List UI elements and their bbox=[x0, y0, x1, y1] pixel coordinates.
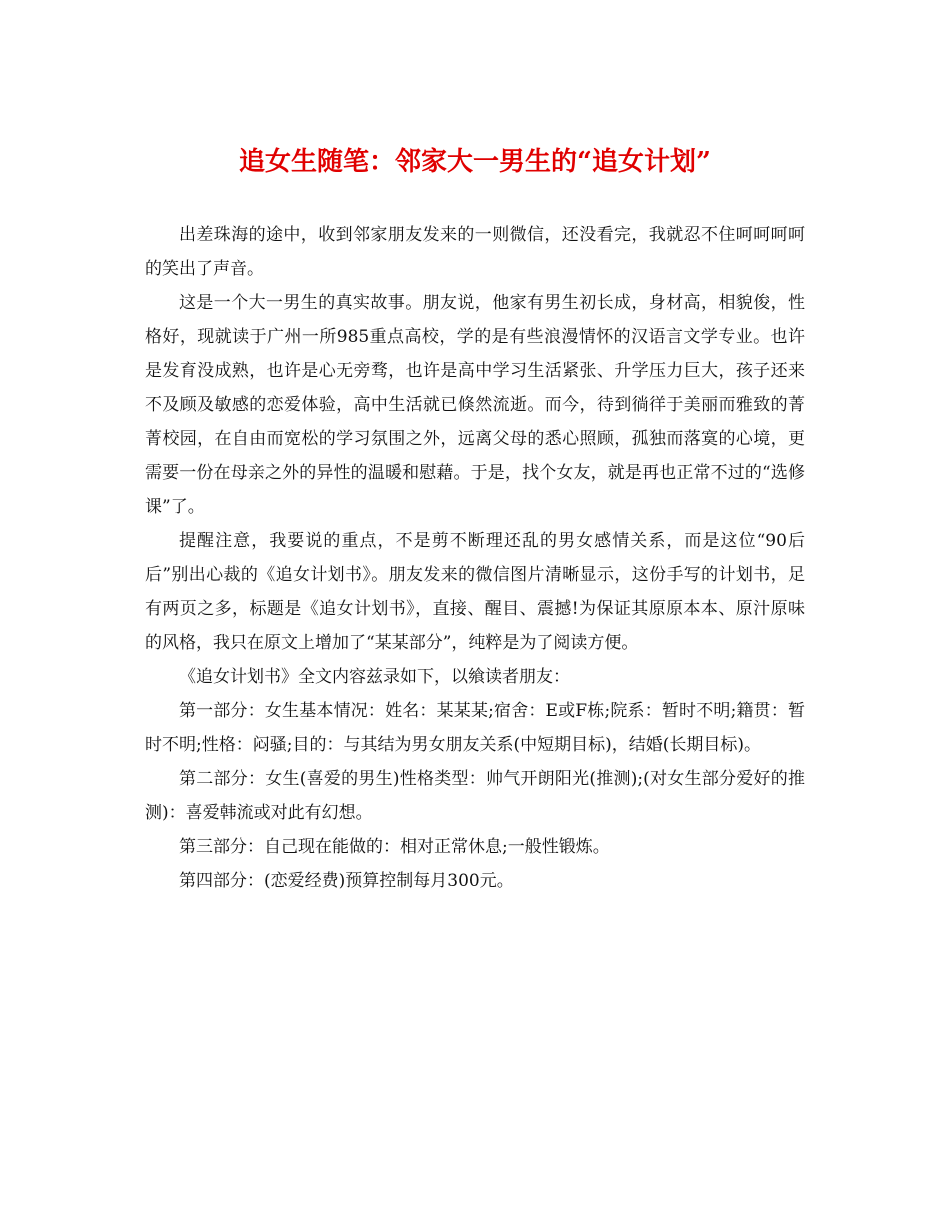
paragraph-4: 《追女计划书》全文内容兹录如下，以飨读者朋友： bbox=[179, 667, 570, 687]
document-title: 追女生随笔：邻家大一男生的“追女计划” bbox=[239, 147, 711, 177]
paragraph-7: 第三部分：自己现在能做的：相对正常休息;一般性锻炼。 bbox=[179, 837, 610, 857]
paragraph-5: 第一部分：女生基本情况：姓名：某某某;宿舍：E或F栋;院系：暂时不明;籍贯：暂时不明;性格：闷骚;目的：与其结为男女朋友关系(中短期目标)，结婚(长期目标)。 bbox=[145, 701, 805, 755]
document-body bbox=[145, 218, 805, 898]
paragraph-1: 出差珠海的途中，收到邻家朋友发来的一则微信，还没看完，我就忍不住呵呵呵呵的笑出了声音。 bbox=[145, 225, 805, 279]
paragraph-8: 第四部分：(恋爱经费)预算控制每月300元。 bbox=[179, 871, 514, 891]
paragraph-6: 第二部分：女生(喜爱的男生)性格类型：帅气开朗阳光(推测);(对女生部分爱好的推测)：喜爱韩流或对此有幻想。 bbox=[145, 769, 805, 823]
paragraph-2: 这是一个大一男生的真实故事。朋友说，他家有男生初长成，身材高，相貌俊，性格好，现就读于广州一所985重点高校，学的是有些浪漫情怀的汉语言文学专业。也许是发育没成熟，也许是心无旁骛，也许是高中学习生活紧张、升学压力巨大，孩子还来不及顾及敏感的恋爱体验，高中生活就已倏然流逝。而今，待到徜徉于美丽而雅致的菁菁校园，在自由而宽松的学习氛围之外，远离父母的悉心照顾，孤独而落寞的心境，更需要一份在母亲之外的异性的温暖和慰藉。于是，找个女友，就是再也正常不过的“选修课”了。 bbox=[145, 293, 805, 517]
paragraph-3: 提醒注意，我要说的重点，不是剪不断理还乱的男女感情关系，而是这位“90后后”别出心裁的《追女计划书》。朋友发来的微信图片清晰显示，这份手写的计划书，足有两页之多，标题是《追女计划书》，直接、醒目、震撼!为保证其原原本本、原汁原味的风格，我只在原文上增加了“某某部分”，纯粹是为了阅读方便。 bbox=[145, 531, 805, 653]
